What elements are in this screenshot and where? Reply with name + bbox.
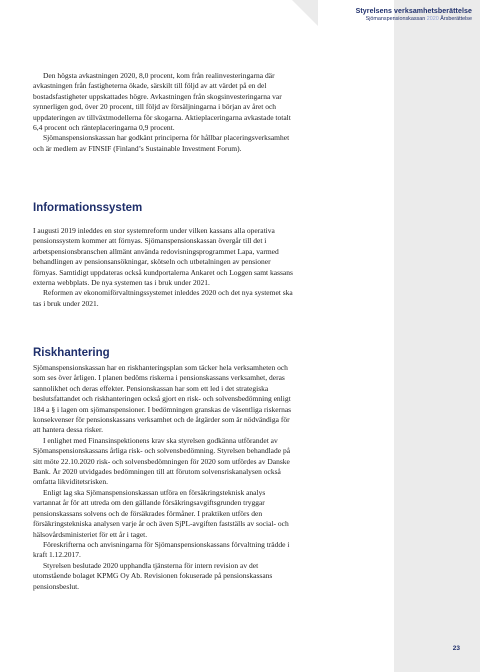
informationssystem-paragraph-1: I augusti 2019 inleddes en stor systemreform under vilken kassans alla operativa pensionssystem kommer att förnyas. Sjömanspensionskassan övergår till det i arbetspensionsbranschen allmänt använda redovisningsprogrammet Lapa, varmed behandlingen av pensionsansökningar, skötseln och utbetalningen av pensioner förnyas. Samtidigt uppdateras också kundportalerna Ankaret och Loggen samt kassans externa webbplats. De nya systemen tas i bruk under 2021. [33,226,293,288]
riskhantering-paragraph-5: Styrelsen beslutade 2020 upphandla tjänsterna för intern revision av det utomstående bolaget KPMG Oy Ab. Revisionen fokuserade på pensionskassans pensionsbeslut. [33,560,273,591]
informationssystem-paragraph-2: Reformen av ekonomiförvaltningssystemet inleddes 2020 och det nya systemet ska tas i bruk under 2021. [33,288,293,308]
informationssystem-heading: Informationssystem [33,202,143,214]
riskhantering-paragraph-3: Enligt lag ska Sjömanspensionskassan utföra en försäkringsteknisk analys vartannat år för att utreda om den gällande försäkringsavgiftsgrunden tryggar pensionskassans solvens och de försäkrades förmåner. I praktiken utförs den försäkringstekniska analysen varje år och även SjPL-avgiften fastställs av social- och hälsovårdsministeriet för ett år i taget. [33,487,289,539]
running-header [356,8,472,22]
informationssystem-section [33,226,293,309]
riskhantering-paragraph-4: Föreskrifterna och anvisningarna för Sjömanspensionskassans förvaltning trädde i kraft 1.12.2017. [33,539,290,560]
riskhantering-paragraph-1: Sjömanspensionskassan har en riskhanteringsplan som täcker hela verksamheten och som ses över årligen. I planen bedöms riskerna i pensionskassans verksamhet, deras sannolikhet och deras effekter. Pensionskassan har som ett led i det strategiska beslutsfattandet och riskhanteringen också gjort en risk- och solvensbedömning enligt 184 a § i lagen om sjömanspensioner. I bedömningen granskas de väsentliga riskernas konsekvenser för pensionskassans verksamhet och de åtgärder som är nödvändiga för att hantera dessa risker. [33,363,292,435]
header-subtitle [356,16,472,22]
riskhantering-section [33,363,293,592]
corner-triangle [292,0,318,26]
riskhantering-heading: Riskhantering [33,347,110,359]
intro-section [33,71,293,154]
riskhantering-paragraph-2: I enlighet med Finansinspektionens krav ska styrelsen godkänna utförandet av Sjömanspensionskassans årliga risk- och solvensbedömning. Styrelsen behandlade på sitt möte 22.10.2020 risk- och solvensbedömningen för 2020 som utfördes av Danske Bank. År 2020 utvidgades bedömningen till att förutom solvensriskanalysen också omfatta likviditetsrisken. [33,435,291,487]
header-subtitle-suffix: Årsberättelse [438,16,472,22]
header-subtitle-year: 2020 [426,16,439,22]
intro-paragraph-1: Den högsta avkastningen 2020, 8,0 procent, kom från realinvesteringarna där avkastningen från fastigheterna ökade, särskilt till följd av att värdet på en del bostadsfastigheter uppskattades högre. Avkastningen från skogsinvesteringarna var synnerligen god, över 20 procent, till följd av försäljningarna i början av året och uppdateringen av tillväxtmodellerna för skogarna. Aktieplaceringarna avkastade totalt 6,4 procent och ränteplaceringarna 0,9 procent. [33,71,291,133]
header-title: Styrelsens verksamhetsberättelse [355,8,472,15]
sidebar-panel [394,0,480,672]
intro-paragraph-2: Sjömanspensionskassan har godkänt principerna för hållbar placeringsverksamhet och är medlem av FINSIF (Finland’s Sustainable Investment Forum). [33,133,290,153]
page-number: 23 [452,645,460,652]
header-subtitle-prefix: Sjömanspensionskassan [365,16,427,22]
